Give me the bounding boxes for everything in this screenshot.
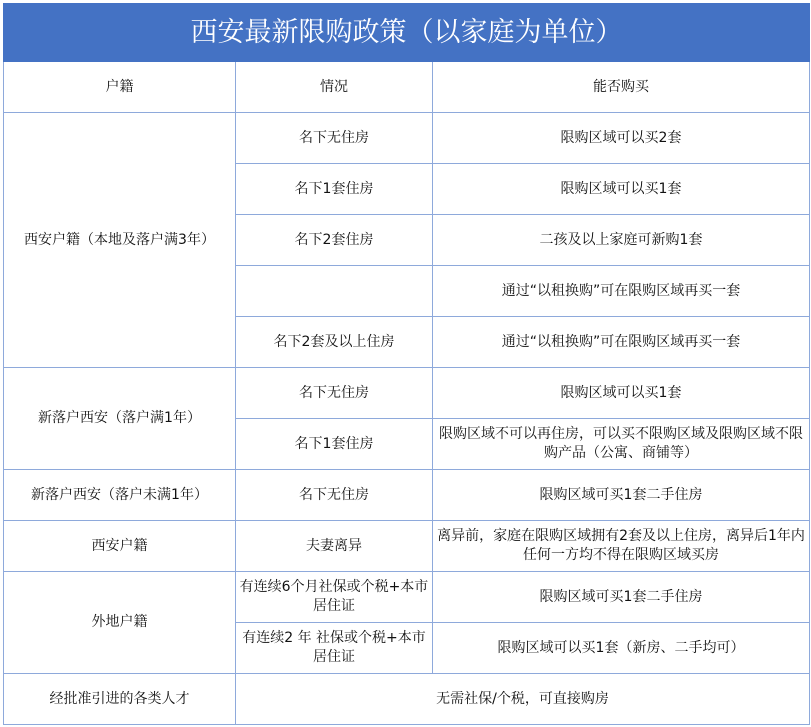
situation-cell: 名下无住房	[236, 113, 433, 164]
result-cell: 限购区域不可以再住房，可以买不限购区域及限购区域不限购产品（公寓、商铺等）	[433, 419, 810, 470]
situation-cell: 名下无住房	[236, 368, 433, 419]
table-row	[4, 572, 810, 623]
header-huji: 户籍	[4, 62, 236, 113]
result-cell: 离异前，家庭在限购区域拥有2套及以上住房，离异后1年内任何一方均不得在限购区域买房	[433, 521, 810, 572]
situation-cell: 名下无住房	[236, 470, 433, 521]
huji-cell: 西安户籍	[4, 521, 236, 572]
result-cell: 通过“以租换购”可在限购区域再买一套	[433, 317, 810, 368]
result-cell: 通过“以租换购”可在限购区域再买一套	[433, 266, 810, 317]
result-cell: 限购区域可以买1套	[433, 164, 810, 215]
huji-cell: 外地户籍	[4, 572, 236, 674]
situation-cell: 名下2套住房	[236, 215, 433, 266]
huji-cell: 新落户西安（落户未满1年）	[4, 470, 236, 521]
table-row	[4, 470, 810, 521]
result-cell: 无需社保/个税，可直接购房	[236, 674, 810, 725]
huji-cell: 新落户西安（落户满1年）	[4, 368, 236, 470]
table-row	[4, 113, 810, 164]
situation-cell: 有连续6个月社保或个税+本市居住证	[236, 572, 433, 623]
result-cell: 限购区域可以买1套（新房、二手均可）	[433, 623, 810, 674]
policy-table	[3, 3, 810, 725]
table-row	[4, 674, 810, 725]
header-situation: 情况	[236, 62, 433, 113]
header-row	[4, 62, 810, 113]
situation-cell: 名下1套住房	[236, 164, 433, 215]
situation-cell: 有连续2 年 社保或个税+本市居住证	[236, 623, 433, 674]
huji-cell: 经批准引进的各类人才	[4, 674, 236, 725]
situation-cell: 夫妻离异	[236, 521, 433, 572]
result-cell: 限购区域可以买1套	[433, 368, 810, 419]
result-cell: 二孩及以上家庭可新购1套	[433, 215, 810, 266]
result-cell: 限购区域可买1套二手住房	[433, 572, 810, 623]
header-result: 能否购买	[433, 62, 810, 113]
table-title: 西安最新限购政策（以家庭为单位）	[4, 4, 810, 62]
result-cell: 限购区域可以买2套	[433, 113, 810, 164]
huji-cell: 西安户籍（本地及落户满3年）	[4, 113, 236, 368]
situation-cell	[236, 266, 433, 317]
table-row	[4, 521, 810, 572]
table-row	[4, 368, 810, 419]
result-cell: 限购区域可买1套二手住房	[433, 470, 810, 521]
situation-cell: 名下1套住房	[236, 419, 433, 470]
situation-cell: 名下2套及以上住房	[236, 317, 433, 368]
